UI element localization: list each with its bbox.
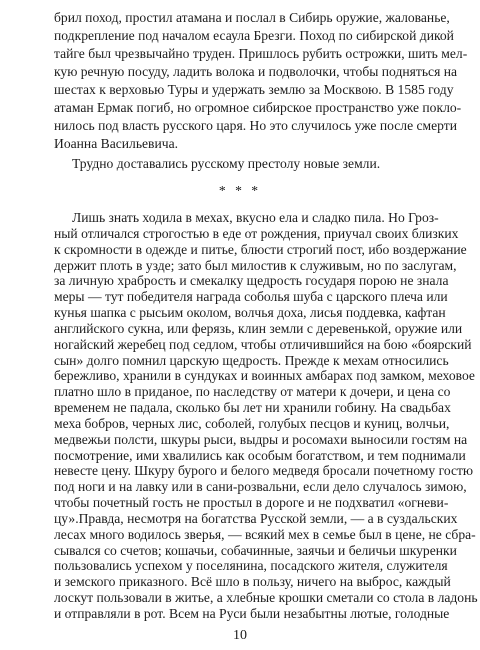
text-line: медвежьи полсти, шкуры рыси, выдры и росомахи выносили гостям на [54,432,468,447]
text-line: цу».Правда, несмотря на богатства Русской земли, — а в суздальских [54,511,458,526]
text-line: меха бобров, черных лис, соболей, голубых песцов и куниц, волчьи, [54,416,450,431]
text-line: лесах много водилось зверья, — всякий мех в семье был в цене, не сбра- [54,527,476,542]
text-line: Лишь знать ходила в мехах, вкусно ела и сладко пила. Но Гроз- [72,210,439,225]
text-line: нилось под власть русского царя. Но это случилось уже после смерти [54,118,458,133]
text-line: шестах к верховью Туры и удержать землю за Москвою. В 1585 году [54,82,454,97]
text-line: платно шло в приданое, по наследству от матери к дочери, и цена со [54,384,451,399]
text-line: посмотрение, ими хвалились как особым богатством, и тем поднимали [54,448,466,463]
text-line: временем не падала, сколько бы лет ни хранили гобину. На свадьбах [54,400,451,415]
text-line: бережливо, хранили в сундуках и воинных амбарах под замком, меховое [54,368,475,383]
text-line: лоскут пользовали в житье, а хлебные крошки сметали со стола в ладонь [54,590,478,605]
text-line: английского сукна, или ферязь, клин земли с деревенькой, оружие или [54,321,463,336]
text-line: и земского приказного. Всё шло в пользу, ничего на выброс, каждый [54,574,451,589]
text-line: пользовались успехом у поселянина, посадского жителя, служителя [54,558,448,573]
text-line: к скромности в одежде и питье, блюсти строгий пост, ибо воздержание [54,242,467,257]
text-line: чтобы почетный гость не простыл в дороге и не подхватил «огневи- [54,495,449,510]
text-line: ногайский жеребец под седлом, чтобы отличившийся на бою «боярский [54,337,472,352]
text-line: и отправляли в рот. Всем на Руси были незабытны лютые, голодные [54,606,450,621]
text-line: сывался со счетов; кошачьи, собачинные, заячьи и беличьи шкуренки [54,543,457,558]
text-line: кунья шапка с рысьим околом, волчья доха, лисья поддевка, кафтан [54,305,446,320]
text-line: ный отличался строгостью в еде от рождения, приучал своих близких [54,226,459,241]
text-line: брил поход, простил атамана и послал в Сибирь оружие, жалованье, [54,10,450,25]
text-line: Иоанна Васильевича. [54,136,179,151]
text-line: подкрепление под началом есаула Брезги. Поход по сибирской дикой [54,28,454,43]
text-line: сын» долго помнил царскую щедрость. Прежде к мехам относились [54,353,449,368]
text-line: невесте цену. Шкуру бурого и белого медведя бросали почетному гостю [54,463,474,478]
text-line: Трудно доставались русскому престолу новые земли. [72,156,381,171]
page-number: 10 [233,628,247,643]
text-line: за личную храбрость и смекалку щедрость государя порою не знала [54,273,449,288]
text-line: кую речную посуду, ладить волока и подволочки, чтобы подняться на [54,64,458,79]
text-line: меры — тут победителя награда соболья шуба с царского плеча или [54,289,448,304]
section-divider: * * * [218,183,262,198]
text-line: тайге был чрезвычайно труден. Пришлось рубить острожки, шить мел- [54,46,468,61]
text-line: держит плоть в узде; зато был милостив к служивым, но по заслугам, [54,258,457,273]
text-line: атаман Ермак погиб, но огромное сибирское пространство уже покло- [54,100,462,115]
text-line: под ноги и на лавку или в сани-розвальни, если дело случалось зимою, [54,479,467,494]
